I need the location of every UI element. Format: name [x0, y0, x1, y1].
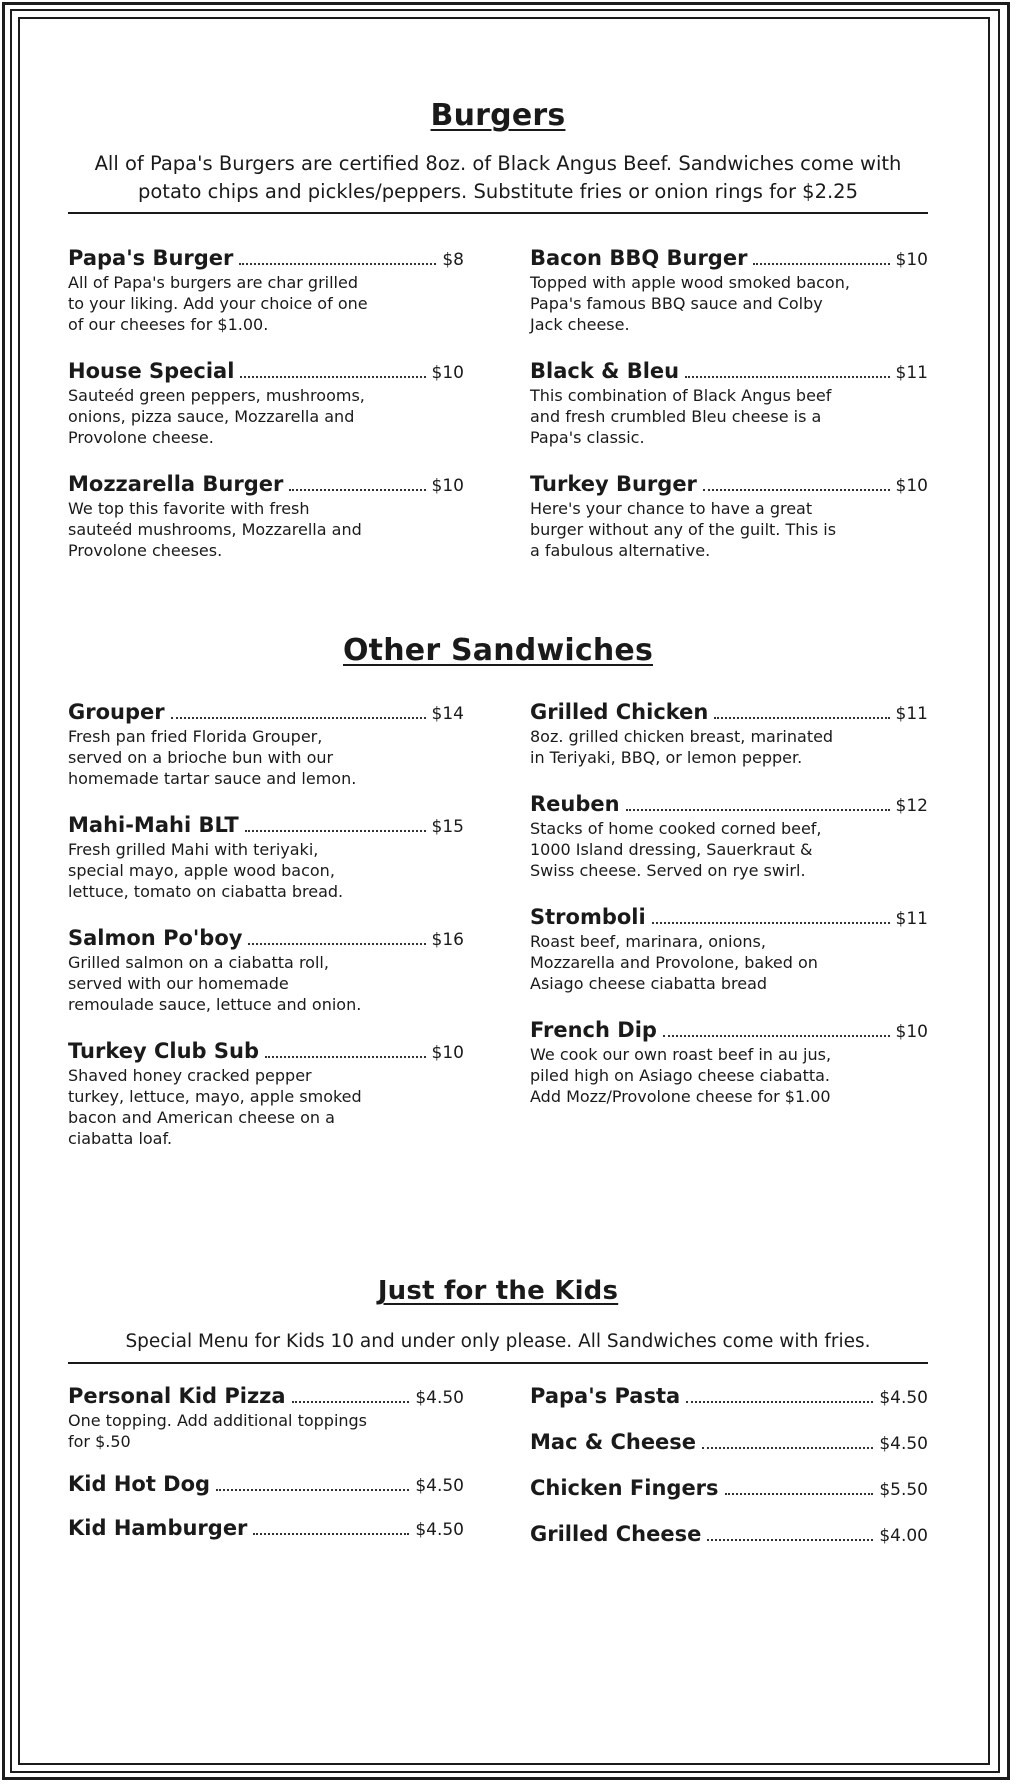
item-price: $4.00	[879, 1526, 928, 1546]
item-price: $11	[895, 704, 928, 724]
leader-dots	[239, 263, 436, 265]
menu-item	[530, 1018, 928, 1107]
burgers-title: Burgers	[430, 98, 566, 133]
item-name: Mozzarella Burger	[68, 472, 284, 496]
item-name: Black & Bleu	[530, 359, 680, 383]
item-name: Kid Hamburger	[68, 1516, 248, 1540]
leader-dots	[292, 1401, 410, 1403]
leader-dots	[714, 717, 889, 719]
item-price: $10	[895, 250, 928, 270]
kids-left-column	[68, 1384, 464, 1560]
item-price: $10	[895, 476, 928, 496]
item-description: This combination of Black Angus beef and fresh crumbled Bleu cheese is a Papa's classic.	[530, 386, 832, 447]
leader-dots	[702, 1447, 873, 1449]
item-description: Topped with apple wood smoked bacon, Papa's famous BBQ sauce and Colby Jack cheese.	[530, 273, 850, 334]
item-description: One topping. Add additional toppings for $.50	[68, 1411, 368, 1451]
leader-dots	[171, 717, 426, 719]
item-description: Shaved honey cracked pepper turkey, lettuce, mayo, apple smoked bacon and American cheese on a ciabatta loaf.	[68, 1066, 362, 1148]
menu-item	[530, 1384, 928, 1408]
item-description: Roast beef, marinara, onions, Mozzarella and Provolone, baked on Asiago cheese ciabatta bread	[530, 932, 818, 993]
item-description: Stacks of home cooked corned beef, 1000 Island dressing, Sauerkraut & Swiss cheese. Served on rye swirl.	[530, 819, 822, 880]
item-description: We top this favorite with fresh sauteéd mushrooms, Mozzarella and Provolone cheeses.	[68, 499, 362, 560]
item-name: House Special	[68, 359, 235, 383]
leader-dots	[253, 1533, 409, 1535]
item-description: All of Papa's burgers are char grilled to your liking. Add your choice of one of our cheeses for $1.00.	[68, 273, 368, 334]
leader-dots	[753, 263, 889, 265]
item-price: $5.50	[879, 1480, 928, 1500]
item-price: $11	[895, 909, 928, 929]
menu-item	[530, 246, 928, 335]
leader-dots	[707, 1539, 873, 1541]
leader-dots	[652, 922, 890, 924]
item-price: $12	[895, 796, 928, 816]
item-price: $15	[431, 817, 464, 837]
item-price: $4.50	[879, 1388, 928, 1408]
item-name: Bacon BBQ Burger	[530, 246, 748, 270]
item-name: Grilled Cheese	[530, 1522, 702, 1546]
item-description: Sauteéd green peppers, mushrooms, onions, pizza sauce, Mozzarella and Provolone cheese.	[68, 386, 365, 447]
menu-item	[68, 700, 464, 789]
item-price: $8	[442, 250, 464, 270]
leader-dots	[685, 376, 889, 378]
leader-dots	[240, 376, 425, 378]
item-name: Turkey Club Sub	[68, 1039, 259, 1063]
menu-item	[68, 472, 464, 561]
leader-dots	[703, 489, 890, 491]
sandwiches-right-column	[530, 700, 928, 1131]
item-name: Stromboli	[530, 905, 646, 929]
leader-dots	[245, 830, 426, 832]
item-price: $10	[431, 363, 464, 383]
leader-dots	[216, 1489, 409, 1491]
sandwiches-title: Other Sandwiches	[342, 633, 653, 668]
item-name: Grouper	[68, 700, 165, 724]
leader-dots	[725, 1493, 874, 1495]
item-price: $10	[431, 1043, 464, 1063]
burgers-intro: All of Papa's Burgers are certified 8oz. of Black Angus Beef. Sandwiches come with potato chips and pickles/peppers. Substitute fries or onion rings for $2.25	[68, 150, 928, 214]
leader-dots	[663, 1035, 890, 1037]
item-description: Grilled salmon on a ciabatta roll, served with our homemade remoulade sauce, lettuce and onion.	[68, 953, 362, 1014]
menu-item	[68, 1472, 464, 1496]
item-price: $4.50	[415, 1388, 464, 1408]
item-name: Personal Kid Pizza	[68, 1384, 286, 1408]
menu-item	[68, 1516, 464, 1540]
leader-dots	[265, 1056, 426, 1058]
leader-dots	[626, 809, 890, 811]
menu-item	[530, 700, 928, 768]
item-name: Papa's Burger	[68, 246, 234, 270]
item-description: Here's your chance to have a great burger without any of the guilt. This is a fabulous alternative.	[530, 499, 837, 560]
burgers-right-column	[530, 246, 928, 585]
menu-item	[530, 1522, 928, 1546]
leader-dots	[686, 1401, 873, 1403]
leader-dots	[248, 943, 425, 945]
item-name: Mac & Cheese	[530, 1430, 697, 1454]
item-price: $11	[895, 363, 928, 383]
menu-item	[530, 1476, 928, 1500]
item-price: $4.50	[415, 1520, 464, 1540]
kids-title: Just for the Kids	[377, 1276, 619, 1306]
item-price: $4.50	[415, 1476, 464, 1496]
item-description: We cook our own roast beef in au jus, piled high on Asiago cheese ciabatta. Add Mozz/Provolone cheese for $1.00	[530, 1045, 832, 1106]
menu-item	[68, 1039, 464, 1149]
menu-item	[68, 1384, 464, 1452]
item-price: $4.50	[879, 1434, 928, 1454]
item-price: $10	[431, 476, 464, 496]
item-name: Reuben	[530, 792, 620, 816]
item-description: Fresh grilled Mahi with teriyaki, special mayo, apple wood bacon, lettuce, tomato on ciabatta bread.	[68, 840, 344, 901]
item-price: $16	[431, 930, 464, 950]
item-name: Mahi-Mahi BLT	[68, 813, 239, 837]
menu-item	[530, 1430, 928, 1454]
item-price: $10	[895, 1022, 928, 1042]
menu-item	[530, 359, 928, 448]
menu-item	[530, 905, 928, 994]
menu-item	[68, 926, 464, 1015]
burgers-left-column	[68, 246, 464, 585]
item-name: Salmon Po'boy	[68, 926, 243, 950]
item-name: Chicken Fingers	[530, 1476, 719, 1500]
menu-item	[68, 246, 464, 335]
kids-right-column	[530, 1384, 928, 1566]
kids-intro: Special Menu for Kids 10 and under only please. All Sandwiches come with fries.	[68, 1328, 928, 1364]
item-name: Grilled Chicken	[530, 700, 709, 724]
menu-item	[530, 472, 928, 561]
item-description: 8oz. grilled chicken breast, marinated in Teriyaki, BBQ, or lemon pepper.	[530, 727, 834, 767]
item-name: French Dip	[530, 1018, 657, 1042]
leader-dots	[289, 489, 425, 491]
item-name: Papa's Pasta	[530, 1384, 681, 1408]
menu-item	[530, 792, 928, 881]
sandwiches-left-column	[68, 700, 464, 1173]
menu-item	[68, 813, 464, 902]
item-name: Turkey Burger	[530, 472, 697, 496]
menu-item	[68, 359, 464, 448]
item-name: Kid Hot Dog	[68, 1472, 211, 1496]
item-description: Fresh pan fried Florida Grouper, served on a brioche bun with our homemade tartar sauce and lemon.	[68, 727, 357, 788]
item-price: $14	[431, 704, 464, 724]
